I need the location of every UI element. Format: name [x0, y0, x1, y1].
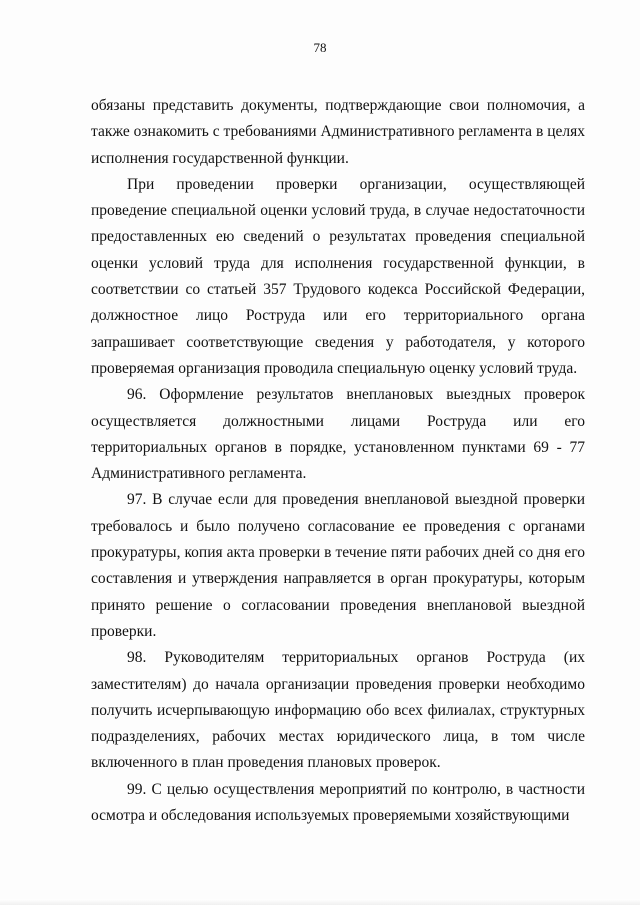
document-body — [91, 93, 585, 829]
page-bottom-edge — [0, 899, 640, 905]
paragraph-continuation: обязаны представить документы, подтверждающие свои полномочия, а также ознакомить с требованиями Административного регламента в целях исполнения государственной функции. — [91, 97, 585, 167]
paragraph-inspection-special-assessment: При проведении проверки организации, осуществляющей проведение специальной оценки условий труда, в случае недостаточности предоставленных ею сведений о результатах проведения специальной оценки условий труда для исполнения государственной функции, в соответствии со статьей 357 Трудового кодекса Российской Федерации, должностное лицо Роструда или его территориального органа запрашивает соответствующие сведения у работодателя, у которого проверяемая организация проводила специальную оценку условий труда. — [91, 175, 585, 377]
paragraph-96: 96. Оформление результатов внеплановых выездных проверок осуществляется должностными лицами Роструда или его территориальных органов в порядке, установленном пунктами 69 - 77 Административного регламента. — [91, 386, 585, 483]
page-number: 78 — [313, 40, 327, 55]
paragraph-97: 97. В случае если для проведения внеплановой выездной проверки требовалось и было получено согласование ее проведения с органами прокуратуры, копия акта проверки в течение пяти рабочих дней со дня его составления и утверждения направляется в орган прокуратуры, которым принято решение о согласовании проведения внеплановой выездной проверки. — [91, 491, 585, 640]
paragraph-98: 98. Руководителям территориальных органов Роструда (их заместителям) до начала организации проведения проверки необходимо получить исчерпывающую информацию обо всех филиалах, структурных подразделениях, рабочих местах юридического лица, в том числе включенного в план проведения плановых проверок. — [91, 649, 585, 772]
paragraph-99: 99. С целью осуществления мероприятий по контролю, в частности осмотра и обследования используемых проверяемыми хозяйствующими — [91, 780, 585, 825]
